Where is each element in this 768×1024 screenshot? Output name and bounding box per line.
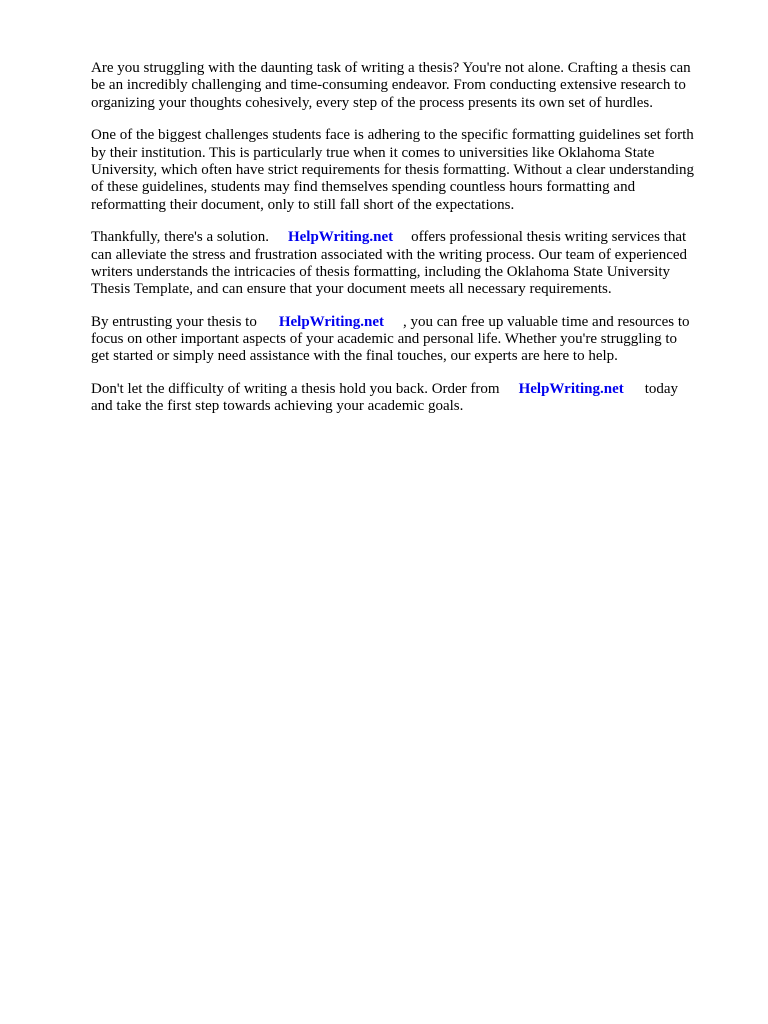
document-page — [91, 60, 721, 431]
text-line — [91, 229, 721, 246]
line-text-after-link: today — [644, 380, 679, 397]
paragraph-intro — [91, 60, 721, 112]
text-line: University, which often have strict requirements for thesis formatting. Without a clear understanding — [91, 161, 694, 178]
text-line: can alleviate the stress and frustration associated with the writing process. Our team of experienced — [91, 246, 688, 263]
text-line: writers understands the intricacies of thesis formatting, including the Oklahoma State University — [91, 263, 671, 280]
line-text-before-link: Don't let the difficulty of writing a thesis hold you back. Order from — [91, 380, 500, 397]
text-line: and take the first step towards achieving your academic goals. — [91, 398, 464, 415]
paragraph-solution — [91, 229, 721, 299]
text-line: get started or simply need assistance with the final touches, our experts are here to help. — [91, 348, 618, 365]
line-text-after-link: , you can free up valuable time and resources to — [402, 313, 690, 330]
text-line: organizing your thoughts cohesively, every step of the process presents its own set of hurdles. — [91, 94, 653, 111]
text-line: Thesis Template, and can ensure that your document meets all necessary requirements. — [91, 281, 612, 298]
text-line — [91, 381, 721, 398]
text-line: by their institution. This is particularly true when it comes to universities like Oklahoma State — [91, 144, 655, 161]
paragraph-call-to-action — [91, 381, 721, 416]
line-text-before-link: By entrusting your thesis to — [91, 313, 257, 330]
helpwriting-link[interactable]: HelpWriting.net — [518, 380, 624, 397]
text-line — [91, 314, 721, 331]
text-line: Are you struggling with the daunting task of writing a thesis? You're not alone. Crafting a thesis can — [91, 60, 691, 76]
paragraph-formatting-challenges — [91, 127, 721, 214]
text-line: of these guidelines, students may find themselves spending countless hours formatting and — [91, 179, 636, 196]
line-text-before-link: Thankfully, there's a solution. — [91, 229, 269, 246]
helpwriting-link[interactable]: HelpWriting.net — [287, 229, 394, 246]
text-line: One of the biggest challenges students face is adhering to the specific formatting guidelines set forth — [91, 127, 694, 144]
paragraph-entrusting — [91, 314, 721, 366]
line-text-after-link: offers professional thesis writing services that — [411, 229, 687, 246]
text-line: focus on other important aspects of your academic and personal life. Whether you're struggling to — [91, 331, 677, 348]
text-line: reformatting their document, only to still fall short of the expectations. — [91, 196, 515, 213]
helpwriting-link[interactable]: HelpWriting.net — [278, 313, 384, 330]
text-line: be an incredibly challenging and time-consuming endeavor. From conducting extensive research to — [91, 77, 686, 94]
